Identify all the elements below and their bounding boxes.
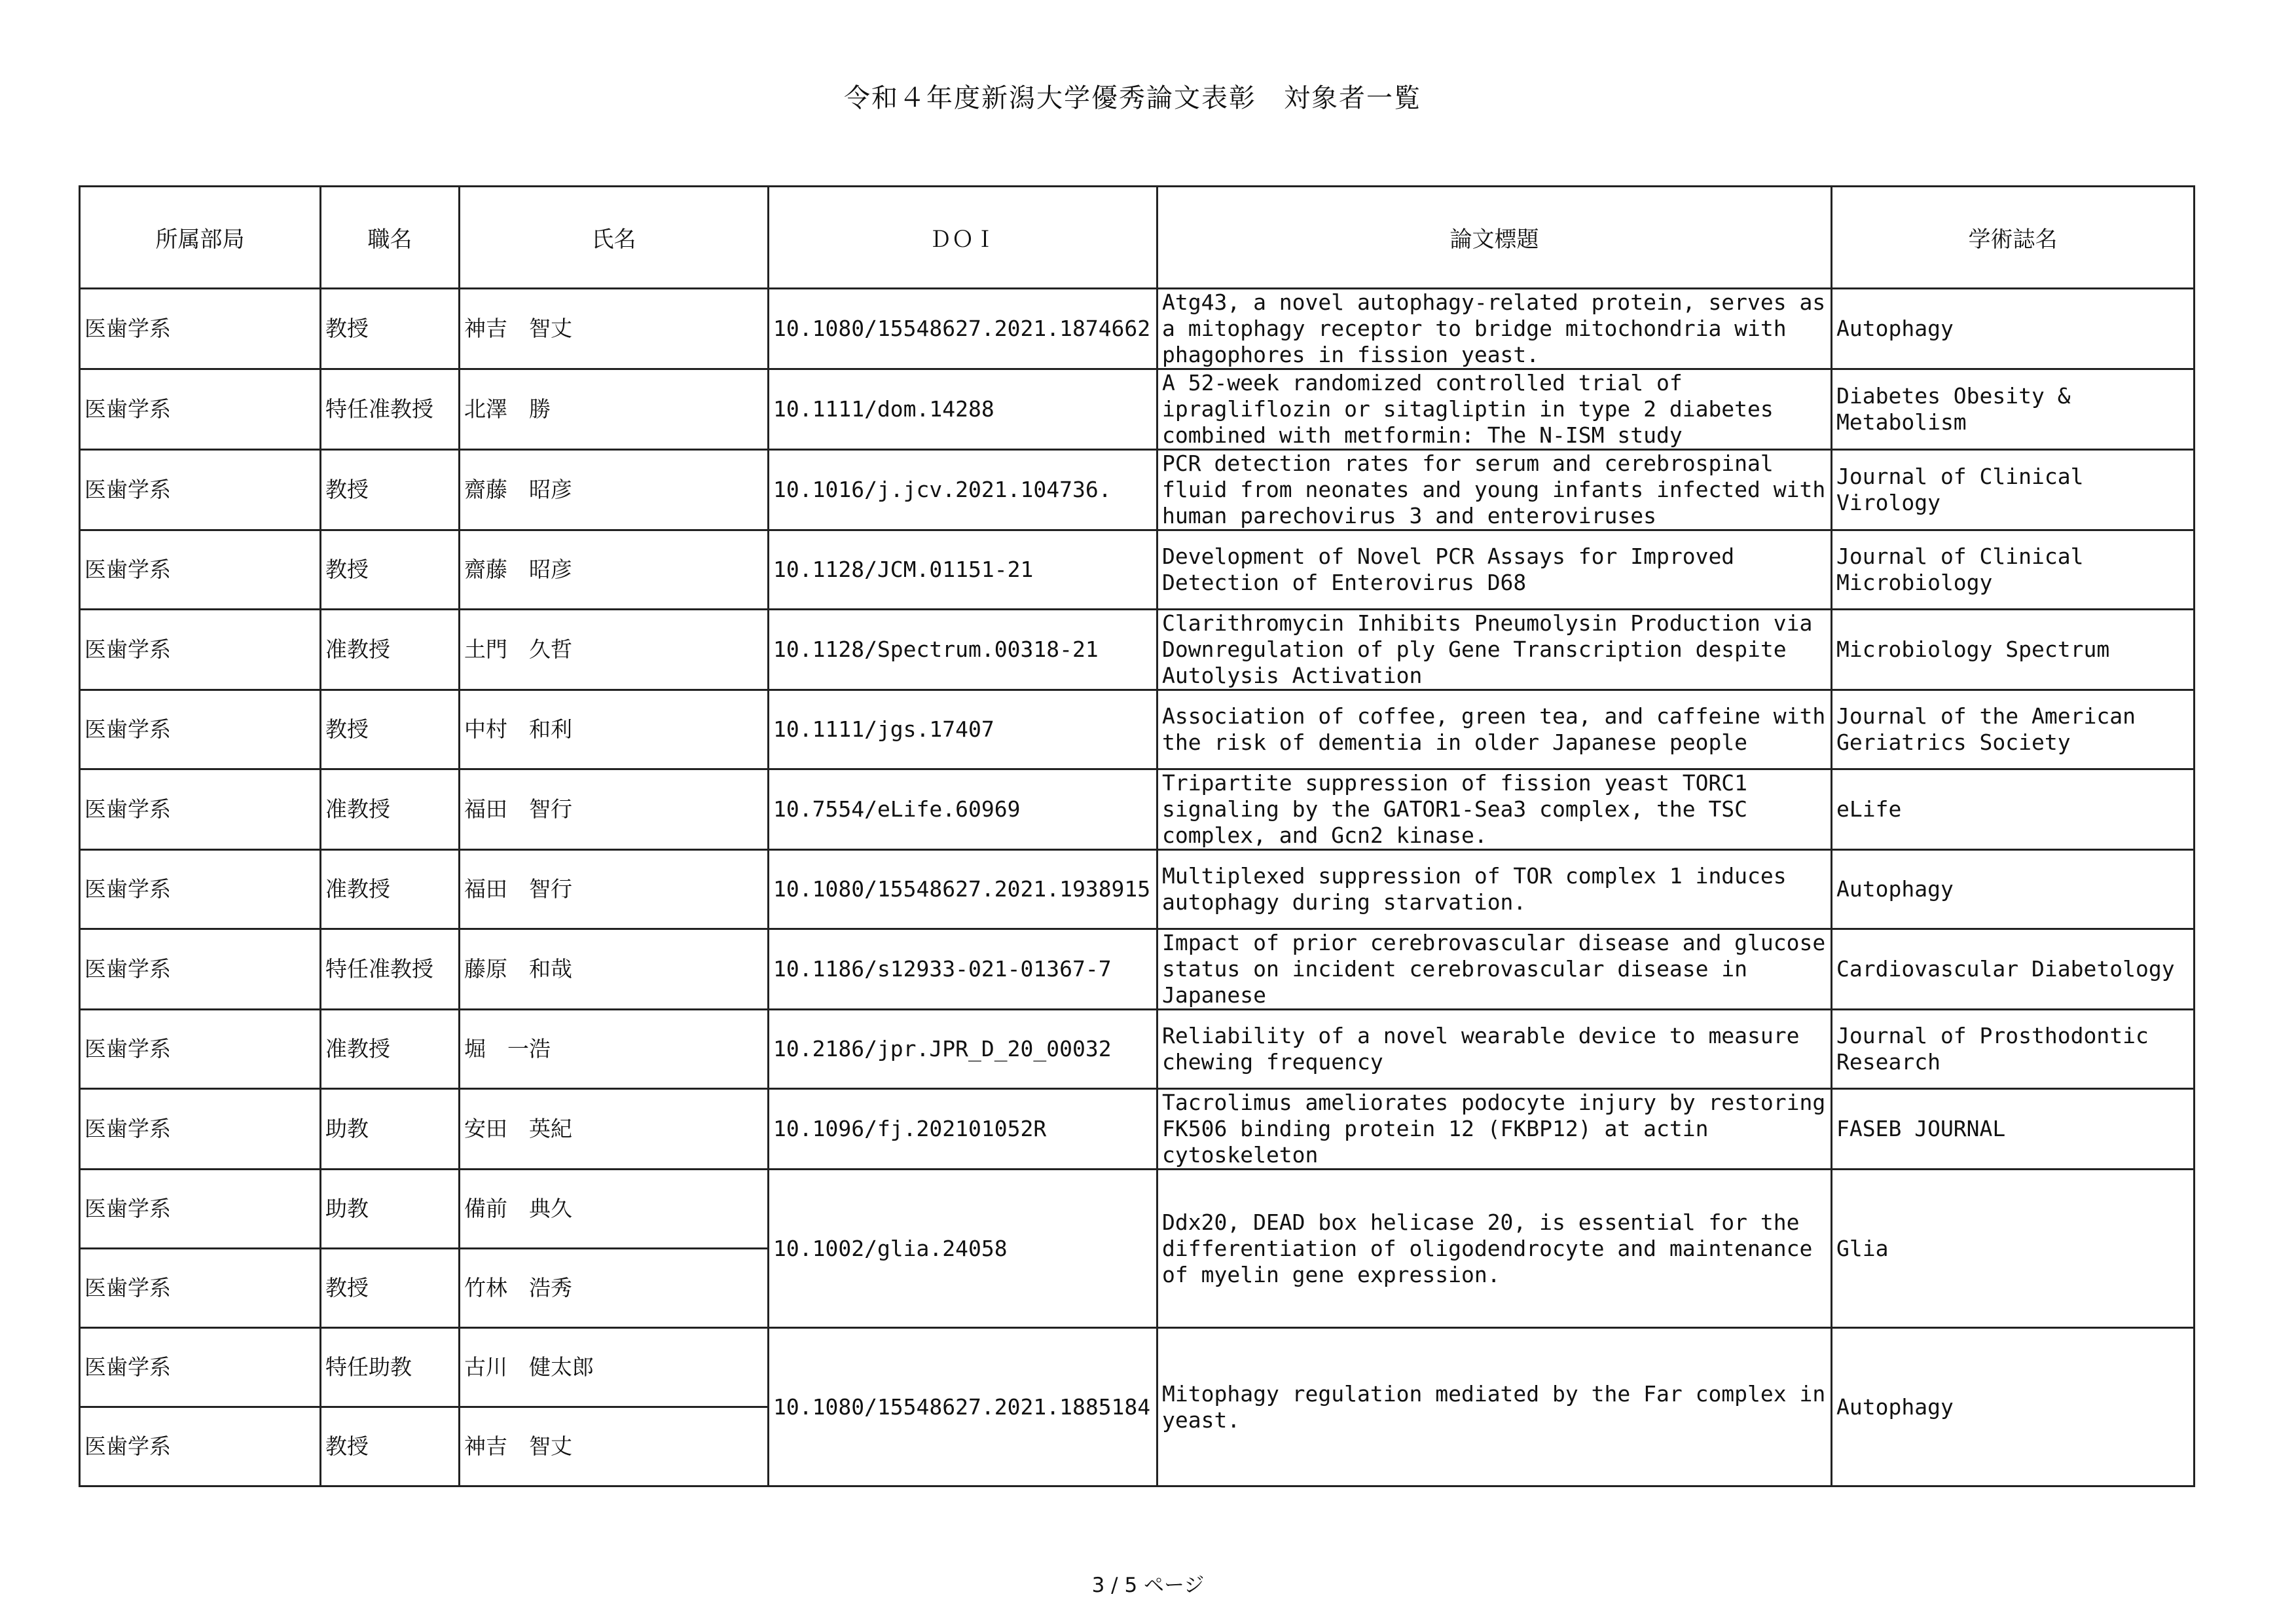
table-row — [80, 690, 2195, 769]
table-row — [80, 1089, 2195, 1170]
dept-cell: 医歯学系 — [80, 1010, 321, 1089]
paper-title-cell: Tacrolimus ameliorates podocyte injury by restoring FK506 binding protein 12 (FKBP12) at actin cytoskeleton — [1157, 1089, 1832, 1170]
table-row — [80, 1010, 2195, 1089]
doi-cell: 10.1080/15548627.2021.1874662 — [769, 289, 1157, 369]
doi-cell: 10.1128/JCM.01151-21 — [769, 530, 1157, 610]
name-cell: 安田 英紀 — [460, 1089, 769, 1170]
dept-cell: 医歯学系 — [80, 610, 321, 690]
journal-cell: Microbiology Spectrum — [1832, 610, 2195, 690]
name-cell: 中村 和利 — [460, 690, 769, 769]
table-row — [80, 850, 2195, 929]
journal-cell: eLife — [1832, 769, 2195, 850]
position-cell: 准教授 — [321, 850, 460, 929]
doi-cell: 10.1016/j.jcv.2021.104736. — [769, 450, 1157, 530]
journal-cell: Glia — [1832, 1170, 2195, 1328]
table-row — [80, 769, 2195, 850]
paper-title-cell: A 52-week randomized controlled trial of ipragliflozin or sitagliptin in type 2 diabetes combined with metformin: The N-ISM study — [1157, 369, 1832, 450]
dept-cell: 医歯学系 — [80, 1407, 321, 1486]
dept-cell: 医歯学系 — [80, 1170, 321, 1249]
position-cell: 教授 — [321, 289, 460, 369]
name-cell: 神吉 智丈 — [460, 1407, 769, 1486]
journal-cell: Autophagy — [1832, 1328, 2195, 1486]
name-cell: 神吉 智丈 — [460, 289, 769, 369]
table-row — [80, 369, 2195, 450]
name-cell: 福田 智行 — [460, 769, 769, 850]
paper-title-cell: Atg43, a novel autophagy-related protein, serves as a mitophagy receptor to bridge mitochondria with phagophores in fission yeast. — [1157, 289, 1832, 369]
name-cell: 福田 智行 — [460, 850, 769, 929]
journal-cell: Cardiovascular Diabetology — [1832, 929, 2195, 1010]
dept-cell: 医歯学系 — [80, 1328, 321, 1407]
dept-cell: 医歯学系 — [80, 450, 321, 530]
table-row — [80, 929, 2195, 1010]
position-cell: 助教 — [321, 1089, 460, 1170]
doi-cell: 10.1128/Spectrum.00318-21 — [769, 610, 1157, 690]
position-cell: 特任助教 — [321, 1328, 460, 1407]
name-cell: 齋藤 昭彦 — [460, 450, 769, 530]
header-doi: ＤＯＩ — [769, 187, 1157, 289]
doi-cell: 10.1096/fj.202101052R — [769, 1089, 1157, 1170]
paper-title-cell: Clarithromycin Inhibits Pneumolysin Production via Downregulation of ply Gene Transcription despite Autolysis Activation — [1157, 610, 1832, 690]
journal-cell: FASEB JOURNAL — [1832, 1089, 2195, 1170]
position-cell: 教授 — [321, 450, 460, 530]
paper-title-cell: Ddx20, DEAD box helicase 20, is essential for the differentiation of oligodendrocyte and maintenance of myelin gene expression. — [1157, 1170, 1832, 1328]
position-cell: 教授 — [321, 530, 460, 610]
journal-cell: Journal of the American Geriatrics Society — [1832, 690, 2195, 769]
position-cell: 教授 — [321, 1249, 460, 1328]
page-title: 令和４年度新潟大学優秀論文表彰 対象者一覧 — [844, 83, 1421, 113]
header-position: 職名 — [321, 187, 460, 289]
header-paper-title: 論文標題 — [1157, 187, 1832, 289]
table-row — [80, 289, 2195, 369]
journal-cell: Diabetes Obesity & Metabolism — [1832, 369, 2195, 450]
doi-cell: 10.7554/eLife.60969 — [769, 769, 1157, 850]
name-cell: 北澤 勝 — [460, 369, 769, 450]
doi-cell: 10.2186/jpr.JPR_D_20_00032 — [769, 1010, 1157, 1089]
doi-cell: 10.1111/jgs.17407 — [769, 690, 1157, 769]
position-cell: 教授 — [321, 690, 460, 769]
paper-title-cell: Mitophagy regulation mediated by the Far complex in yeast. — [1157, 1328, 1832, 1486]
table-row — [80, 530, 2195, 610]
dept-cell: 医歯学系 — [80, 690, 321, 769]
paper-title-cell: Impact of prior cerebrovascular disease and glucose status on incident cerebrovascular disease in Japanese — [1157, 929, 1832, 1010]
paper-title-cell: Reliability of a novel wearable device to measure chewing frequency — [1157, 1010, 1832, 1089]
paper-title-cell: Association of coffee, green tea, and caffeine with the risk of dementia in older Japanese people — [1157, 690, 1832, 769]
name-cell: 古川 健太郎 — [460, 1328, 769, 1407]
doi-cell: 10.1080/15548627.2021.1885184 — [769, 1328, 1157, 1486]
page-number: 3 / 5 ページ — [1091, 1574, 1205, 1597]
paper-title-cell: Multiplexed suppression of TOR complex 1 induces autophagy during starvation. — [1157, 850, 1832, 929]
journal-cell: Autophagy — [1832, 850, 2195, 929]
dept-cell: 医歯学系 — [80, 850, 321, 929]
dept-cell: 医歯学系 — [80, 929, 321, 1010]
journal-cell: Journal of Clinical Microbiology — [1832, 530, 2195, 610]
table-row — [80, 1170, 2195, 1249]
journal-cell: Journal of Clinical Virology — [1832, 450, 2195, 530]
awardee-table — [79, 185, 2195, 1487]
table-header-row — [80, 187, 2195, 289]
paper-title-cell: Tripartite suppression of fission yeast TORC1 signaling by the GATOR1-Sea3 complex, the TSC complex, and Gcn2 kinase. — [1157, 769, 1832, 850]
header-dept: 所属部局 — [80, 187, 321, 289]
position-cell: 助教 — [321, 1170, 460, 1249]
position-cell: 准教授 — [321, 610, 460, 690]
name-cell: 竹林 浩秀 — [460, 1249, 769, 1328]
table-row — [80, 1328, 2195, 1407]
doi-cell: 10.1111/dom.14288 — [769, 369, 1157, 450]
dept-cell: 医歯学系 — [80, 1249, 321, 1328]
position-cell: 特任准教授 — [321, 929, 460, 1010]
position-cell: 特任准教授 — [321, 369, 460, 450]
position-cell: 教授 — [321, 1407, 460, 1486]
table-body — [80, 289, 2195, 1486]
header-name: 氏名 — [460, 187, 769, 289]
name-cell: 土門 久哲 — [460, 610, 769, 690]
journal-cell: Journal of Prosthodontic Research — [1832, 1010, 2195, 1089]
name-cell: 備前 典久 — [460, 1170, 769, 1249]
doi-cell: 10.1080/15548627.2021.1938915 — [769, 850, 1157, 929]
table-row — [80, 610, 2195, 690]
paper-title-cell: PCR detection rates for serum and cerebrospinal fluid from neonates and young infants infected with human parechovirus 3 and enteroviruses — [1157, 450, 1832, 530]
name-cell: 堀 一浩 — [460, 1010, 769, 1089]
doi-cell: 10.1186/s12933-021-01367-7 — [769, 929, 1157, 1010]
position-cell: 准教授 — [321, 769, 460, 850]
doi-cell: 10.1002/glia.24058 — [769, 1170, 1157, 1328]
table-row — [80, 450, 2195, 530]
name-cell: 藤原 和哉 — [460, 929, 769, 1010]
paper-title-cell: Development of Novel PCR Assays for Improved Detection of Enterovirus D68 — [1157, 530, 1832, 610]
dept-cell: 医歯学系 — [80, 369, 321, 450]
dept-cell: 医歯学系 — [80, 289, 321, 369]
dept-cell: 医歯学系 — [80, 530, 321, 610]
header-journal: 学術誌名 — [1832, 187, 2195, 289]
dept-cell: 医歯学系 — [80, 769, 321, 850]
position-cell: 准教授 — [321, 1010, 460, 1089]
name-cell: 齋藤 昭彦 — [460, 530, 769, 610]
dept-cell: 医歯学系 — [80, 1089, 321, 1170]
journal-cell: Autophagy — [1832, 289, 2195, 369]
